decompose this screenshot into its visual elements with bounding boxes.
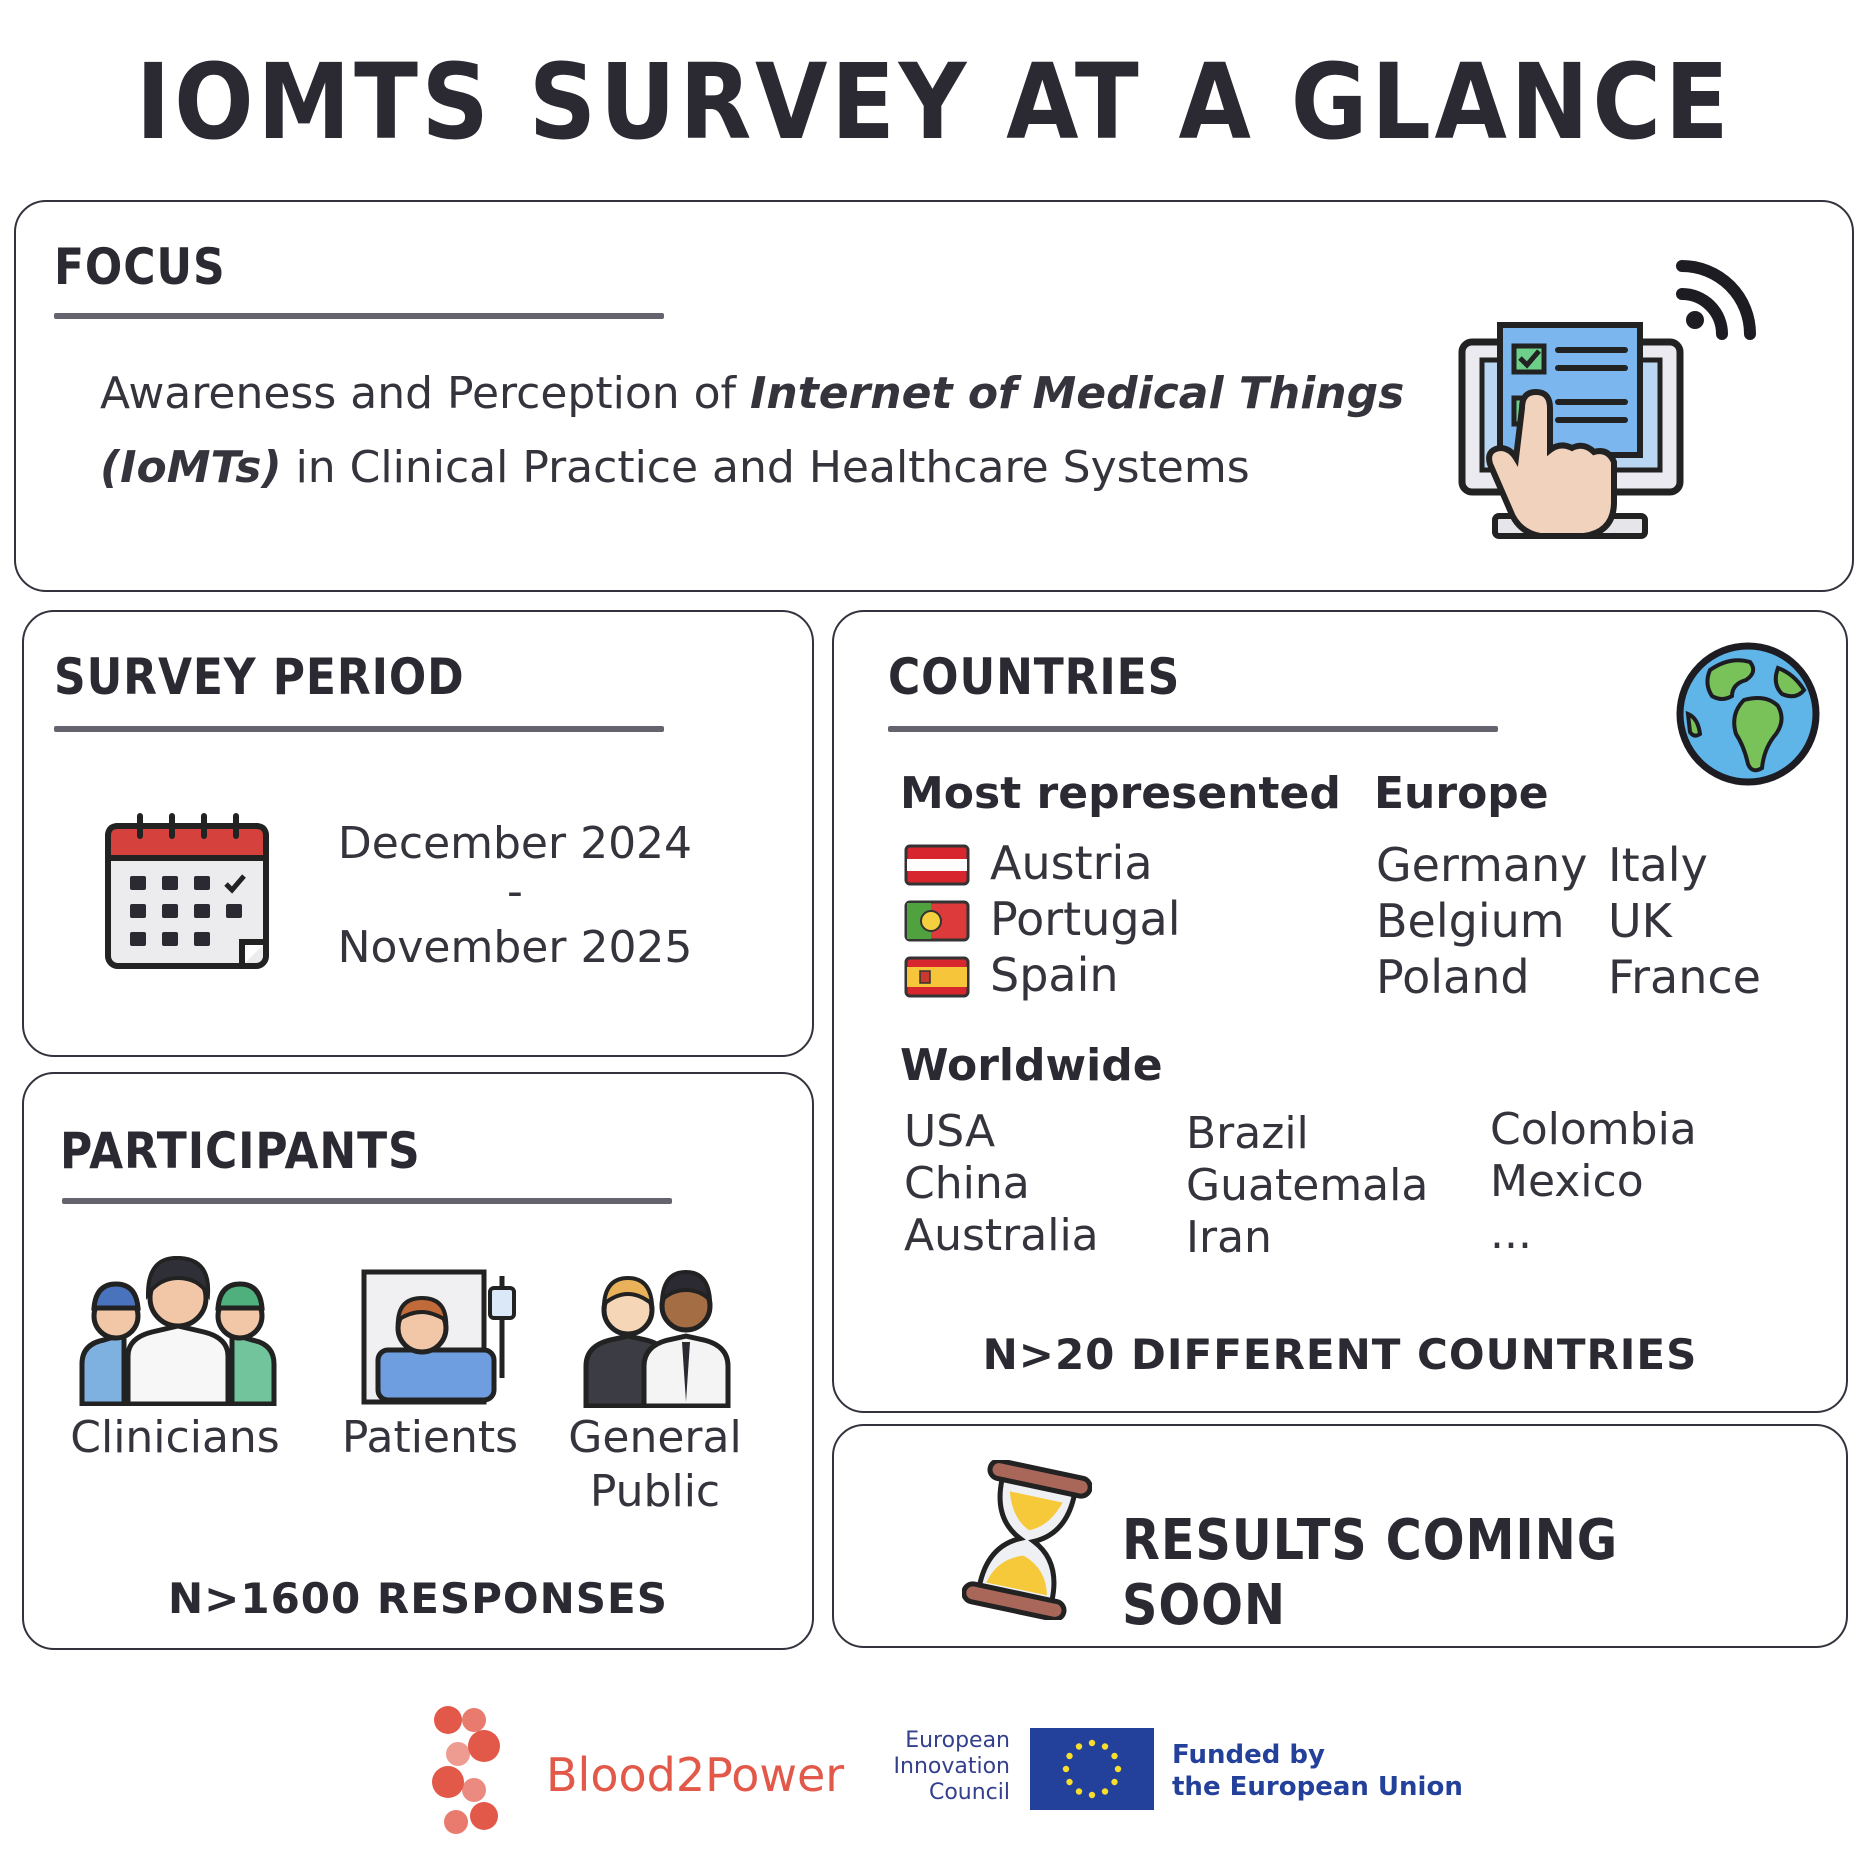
survey-period-start: December 2024 xyxy=(337,818,693,869)
focus-line-2 xyxy=(100,442,1250,493)
participants-summary: N>1600 RESPONSES xyxy=(168,1574,668,1623)
focus-heading: FOCUS xyxy=(54,238,226,296)
portugal-flag-icon xyxy=(904,900,970,942)
countries-heading: COUNTRIES xyxy=(888,648,1181,706)
funded-by-line-2: the European Union xyxy=(1172,1772,1463,1802)
most-represented-2: Portugal xyxy=(990,892,1181,946)
participant-label-clinicians: Clinicians xyxy=(70,1412,280,1463)
countries-summary: N>20 DIFFERENT COUNTRIES xyxy=(982,1330,1698,1379)
survey-period-end: November 2025 xyxy=(337,922,693,973)
worldwide-col3-1: Colombia xyxy=(1490,1104,1697,1155)
survey-period-separator: - xyxy=(507,866,523,917)
page-title: IOMTS SURVEY AT A GLANCE xyxy=(135,41,1733,163)
worldwide-col1-1: USA xyxy=(904,1106,996,1157)
participant-label-general: General xyxy=(568,1412,742,1463)
funded-by-line-1: Funded by xyxy=(1172,1740,1325,1770)
focus-line-1 xyxy=(100,368,1404,419)
worldwide-col2-1: Brazil xyxy=(1186,1108,1309,1159)
focus-rule xyxy=(54,313,664,319)
most-represented-label: Most represented xyxy=(900,768,1341,819)
eic-line-2: Innovation xyxy=(893,1754,1010,1779)
eic-line-3: Council xyxy=(928,1780,1010,1805)
eic-line-1: European xyxy=(905,1728,1010,1753)
europe-col1-2: Belgium xyxy=(1376,894,1565,948)
spain-flag-icon xyxy=(904,956,970,998)
participant-label-patients: Patients xyxy=(341,1412,519,1463)
focus-line-1-prefix: Awareness and Perception of xyxy=(100,368,751,419)
worldwide-col3-2: Mexico xyxy=(1490,1156,1644,1207)
blood2power-logo-icon xyxy=(418,1702,518,1838)
europe-col2-2: UK xyxy=(1608,894,1672,948)
europe-col2-1: Italy xyxy=(1608,838,1708,892)
europe-label: Europe xyxy=(1374,768,1549,819)
clinicians-icon xyxy=(78,1256,278,1406)
europe-col1-3: Poland xyxy=(1376,950,1530,1004)
countries-rule xyxy=(888,726,1498,732)
globe-icon xyxy=(1674,640,1822,788)
online-survey-icon xyxy=(1450,250,1770,550)
worldwide-col1-2: China xyxy=(904,1158,1030,1209)
most-represented-1: Austria xyxy=(990,836,1153,890)
general-public-icon xyxy=(582,1262,732,1408)
worldwide-col2-2: Guatemala xyxy=(1186,1160,1429,1211)
worldwide-label: Worldwide xyxy=(900,1040,1163,1091)
participant-label-public: Public xyxy=(589,1466,721,1517)
focus-line-1-italic: Internet of Medical Things xyxy=(750,368,1405,419)
europe-col2-3: France xyxy=(1608,950,1761,1004)
results-text: RESULTS COMING SOON xyxy=(1122,1508,1619,1638)
participants-rule xyxy=(62,1198,672,1204)
focus-line-2-italic: (IoMTs) xyxy=(100,442,282,493)
survey-period-heading: SURVEY PERIOD xyxy=(54,648,465,706)
most-represented-3: Spain xyxy=(990,948,1119,1002)
europe-col1-1: Germany xyxy=(1376,838,1588,892)
hourglass-icon xyxy=(962,1460,1092,1620)
participants-heading: PARTICIPANTS xyxy=(60,1122,421,1180)
focus-line-2-suffix: in Clinical Practice and Healthcare Systems xyxy=(281,442,1250,493)
patients-icon xyxy=(360,1268,520,1408)
worldwide-col2-3: Iran xyxy=(1186,1212,1272,1263)
worldwide-col1-3: Australia xyxy=(904,1210,1099,1261)
worldwide-col3-3: ... xyxy=(1490,1208,1532,1259)
calendar-icon xyxy=(104,810,274,980)
austria-flag-icon xyxy=(904,844,970,886)
survey-period-rule xyxy=(54,726,664,732)
eu-flag-icon xyxy=(1030,1728,1154,1810)
blood2power-name: Blood2Power xyxy=(546,1748,845,1802)
